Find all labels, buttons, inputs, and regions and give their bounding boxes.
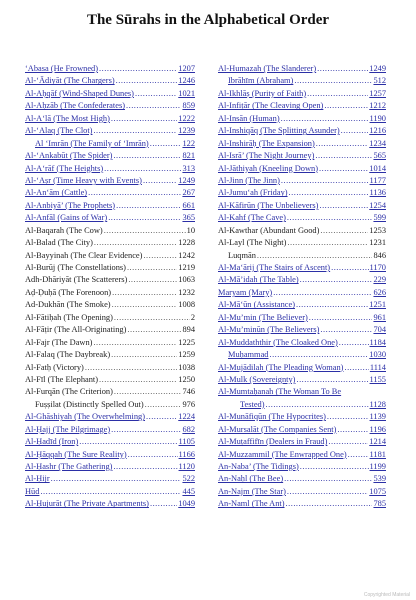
- surah-name: Al-Ghāshiyah (The Overwhelming): [25, 412, 146, 422]
- page-number: 1139: [369, 412, 386, 422]
- page-number: 785: [373, 499, 386, 509]
- surah-name: Al-Jumu‘ah (Friday): [218, 188, 288, 198]
- dot-leader: [108, 212, 181, 224]
- surah-entry[interactable]: [218, 312, 386, 324]
- surah-entry: [25, 374, 195, 386]
- surah-entry[interactable]: [218, 461, 386, 473]
- page-number: 1231: [369, 238, 386, 248]
- dot-leader: [316, 138, 368, 150]
- surah-entry: [25, 299, 195, 311]
- page-number: 704: [373, 325, 386, 335]
- page-number: 1214: [369, 437, 386, 447]
- surah-entry[interactable]: [25, 424, 195, 436]
- surah-name: Al-Ikhlāṣ (Purity of Faith): [218, 88, 307, 98]
- dot-leader: [126, 100, 181, 112]
- page-number: 746: [182, 387, 195, 397]
- dot-leader: [99, 63, 177, 75]
- page-number: 1239: [178, 126, 195, 136]
- surah-name: Al-Muṭaffifīn (Dealers in Fraud): [218, 437, 328, 447]
- surah-entry[interactable]: [218, 63, 386, 75]
- surah-entry[interactable]: [218, 262, 386, 274]
- dot-leader: [85, 362, 177, 374]
- surah-name: Aḍ-Ḍuḥā (The Forenoon): [25, 287, 112, 297]
- dot-leader: [344, 362, 368, 374]
- dot-leader: [319, 200, 368, 212]
- dot-leader: [281, 113, 369, 125]
- dot-leader: [128, 449, 178, 461]
- surah-name: Al-Ḥāqqah (The Sure Reality): [25, 449, 127, 459]
- surah-entry[interactable]: [25, 75, 195, 87]
- surah-entry[interactable]: [218, 212, 386, 224]
- surah-entry[interactable]: [218, 362, 386, 374]
- page-number: 976: [182, 399, 195, 409]
- page-number: 1216: [369, 126, 386, 136]
- surah-entry[interactable]: [218, 498, 386, 510]
- surah-entry: [25, 362, 195, 374]
- surah-entry[interactable]: [25, 138, 195, 150]
- page-number: 821: [182, 151, 195, 161]
- page-number: 894: [182, 325, 195, 335]
- page-number: 682: [182, 424, 195, 434]
- dot-leader: [281, 175, 369, 187]
- dot-leader: [296, 374, 368, 386]
- surah-entry[interactable]: [218, 75, 386, 87]
- page-number: 1128: [369, 399, 386, 409]
- dot-leader: [113, 461, 177, 473]
- surah-name: Al-Ma‘ārij (The Stairs of Ascent): [218, 263, 331, 272]
- page-number: 539: [373, 474, 386, 484]
- surah-name: Al-Ḥajj (The Pilgrimage): [25, 424, 111, 434]
- page-number: 599: [373, 213, 386, 223]
- page-number: 1196: [369, 424, 386, 434]
- dot-leader: [127, 262, 177, 274]
- dot-leader: [266, 399, 369, 411]
- page-number: 1224: [178, 412, 195, 422]
- surah-entry[interactable]: [25, 175, 195, 187]
- dot-leader: [94, 237, 177, 249]
- page-number: 1242: [178, 250, 195, 260]
- surah-entry: [218, 250, 386, 262]
- dot-leader: [294, 75, 372, 87]
- page-number: 1014: [369, 163, 386, 173]
- surah-entry: [25, 262, 195, 274]
- surah-name: Maryam (Mary): [218, 287, 273, 297]
- page-number: 365: [182, 213, 195, 223]
- dot-leader: [150, 138, 182, 150]
- page-number: 445: [182, 486, 195, 496]
- dot-leader: [284, 473, 372, 485]
- dot-leader: [320, 225, 368, 237]
- watermark: Copyrighted Material: [363, 592, 410, 598]
- dot-leader: [112, 287, 177, 299]
- page-number: 1253: [369, 225, 386, 235]
- surah-name: Ibrāhīm (Abraham): [228, 76, 294, 86]
- dot-leader: [286, 498, 373, 510]
- surah-name: Al-Baqarah (The Cow): [25, 225, 103, 235]
- surah-name: Al-Isrā’ (The Night Journey): [218, 151, 315, 161]
- surah-name: An-Najm (The Star): [218, 486, 286, 496]
- surah-name: Al-Muddaththir (The Cloaked One): [218, 337, 338, 347]
- dot-leader: [307, 88, 368, 100]
- dot-leader: [104, 163, 181, 175]
- page-number: 522: [182, 474, 195, 484]
- dot-leader: [40, 486, 181, 498]
- surah-entry: [25, 312, 195, 324]
- page-number: 1212: [369, 101, 386, 111]
- surah-name: Al-Bayyinah (The Clear Evidence): [25, 250, 143, 260]
- dot-leader: [331, 262, 368, 274]
- surah-name: Ad-Dukhān (The Smoke): [25, 300, 111, 310]
- surah-entry[interactable]: [218, 150, 386, 162]
- surah-entry[interactable]: [25, 486, 195, 498]
- surah-entry: [25, 225, 195, 237]
- page-number: 229: [373, 275, 386, 285]
- surah-name: Al-Balad (The City): [25, 238, 93, 248]
- dot-leader: [104, 225, 186, 237]
- dot-leader: [146, 411, 177, 423]
- surah-name: Al-‘Ankabūt (The Spider): [25, 151, 113, 161]
- surah-name: An-Naml (The Ant): [218, 499, 285, 509]
- page-number: 1251: [369, 300, 386, 310]
- surah-name: Al-Fajr (The Dawn): [25, 337, 93, 347]
- dot-leader: [88, 187, 181, 199]
- page-number: 1166: [178, 449, 195, 459]
- page-number: 1228: [178, 238, 195, 248]
- surah-entry[interactable]: [218, 274, 386, 286]
- dot-leader: [257, 250, 373, 262]
- dot-leader: [287, 486, 368, 498]
- surah-entry[interactable]: [218, 411, 386, 423]
- surah-name: Luqmān: [228, 250, 256, 260]
- surah-name: Al-Inshiqāq (The Splitting Asunder): [218, 126, 340, 136]
- page-number: 1249: [178, 175, 195, 185]
- page-number: 1120: [178, 462, 195, 471]
- surah-name: Al-Mulk (Sovereignty): [218, 374, 296, 384]
- surah-entry[interactable]: [25, 436, 195, 448]
- page-number: 565: [373, 151, 386, 161]
- dot-leader: [287, 237, 368, 249]
- dot-leader: [315, 150, 372, 162]
- surah-entry[interactable]: [218, 436, 386, 448]
- page-number: 1257: [369, 88, 386, 98]
- surah-name: Al-‘Aṣr (Time Heavy with Events): [25, 175, 142, 185]
- surah-name: Al-Jinn (The Jinn): [218, 175, 280, 185]
- surah-name: Al-Mā‘ūn (Assistance): [218, 300, 295, 310]
- surah-entry[interactable]: [218, 473, 386, 485]
- surah-entry[interactable]: [218, 486, 386, 498]
- dot-leader: [116, 75, 178, 87]
- dot-leader: [319, 163, 368, 175]
- page-number: 1170: [369, 263, 386, 272]
- dot-leader: [324, 100, 368, 112]
- page-number: 1021: [178, 88, 195, 98]
- page-number: 626: [373, 287, 386, 297]
- surah-name: Al-Mumtaḥanah (The Woman To Be: [218, 387, 342, 397]
- page-number: 1008: [178, 300, 195, 310]
- surah-entry[interactable]: [218, 399, 386, 411]
- dot-leader: [111, 349, 177, 361]
- surah-name: Al-Ḥijr: [25, 474, 50, 484]
- surah-name: Fuṣṣilat (Distinctly Spelled Out): [35, 399, 144, 409]
- surah-name: Al-A‘rāf (The Heights): [25, 163, 104, 173]
- surah-entry[interactable]: [25, 187, 195, 199]
- dot-leader: [150, 498, 177, 510]
- page-number: 1222: [178, 113, 195, 123]
- dot-leader: [111, 424, 181, 436]
- dot-leader: [135, 88, 177, 100]
- surah-name: Al-Ḥadīd (Iron): [25, 437, 79, 447]
- page-number: 1063: [178, 275, 195, 285]
- surah-entry[interactable]: [25, 163, 195, 175]
- dot-leader: [328, 436, 368, 448]
- surah-entry: [25, 349, 195, 361]
- dot-leader: [348, 449, 369, 461]
- dot-leader: [300, 461, 369, 473]
- page-number: 1190: [369, 113, 386, 123]
- page-number: 661: [182, 200, 195, 210]
- surah-name: Al-Fatḥ (Victory): [25, 362, 84, 372]
- surah-entry[interactable]: [218, 449, 386, 461]
- surah-name: An-Naḥl (The Bee): [218, 474, 284, 484]
- surah-name: Al-Jāthiyah (Kneeling Down): [218, 163, 319, 173]
- surah-name: Al-Layl (The Night): [218, 238, 287, 248]
- surah-entry: [25, 274, 195, 286]
- surah-name: Hūd: [25, 486, 40, 496]
- surah-name: Al-Humazah (The Slanderer): [218, 64, 317, 73]
- surah-name: Al-Inshirāḥ (The Expansion): [218, 138, 315, 148]
- page-number: 1049: [178, 499, 195, 509]
- surah-entry[interactable]: [218, 138, 386, 150]
- surah-entry[interactable]: [25, 88, 195, 100]
- page-number: 1105: [178, 437, 195, 447]
- page-number: 1038: [178, 362, 195, 372]
- surah-entry[interactable]: [25, 200, 195, 212]
- surah-name: Al-Mu’minūn (The Believers): [218, 325, 320, 335]
- page-number: 846: [373, 250, 386, 260]
- page-number: 1207: [178, 64, 195, 73]
- page-number: 313: [182, 163, 195, 173]
- surah-entry[interactable]: [218, 287, 386, 299]
- dot-leader: [337, 424, 368, 436]
- page-number: 1114: [369, 362, 386, 372]
- dot-leader: [116, 200, 181, 212]
- left-column: [25, 63, 195, 511]
- page-number: 1075: [369, 486, 386, 496]
- surah-name: Al-Aḥzāb (The Confederates): [25, 101, 125, 111]
- dot-leader: [269, 349, 368, 361]
- page-number: 1246: [178, 76, 195, 86]
- surah-name: Al-Fāṭir (The All-Originating): [25, 325, 127, 335]
- dot-leader: [143, 175, 177, 187]
- surah-entry: [25, 250, 195, 262]
- surah-entry: [25, 237, 195, 249]
- surah-entry[interactable]: [25, 150, 195, 162]
- page-title: The Sūrahs in the Alphabetical Order: [86, 12, 330, 28]
- dot-leader: [327, 411, 369, 423]
- surah-entry[interactable]: [218, 100, 386, 112]
- surah-entry[interactable]: [25, 113, 195, 125]
- surah-name: Al-Fātiḥah (The Opening): [25, 312, 113, 322]
- page-number: 1030: [369, 350, 386, 360]
- page-number: 859: [182, 101, 195, 111]
- surah-name: Al-Infiṭār (The Cleaving Open): [218, 101, 324, 111]
- dot-leader: [145, 399, 182, 411]
- page-number: 1136: [369, 188, 386, 198]
- dot-leader: [273, 287, 372, 299]
- dot-leader: [99, 374, 177, 386]
- page-number: 1234: [369, 138, 386, 148]
- surah-name: Al-Falaq (The Daybreak): [25, 350, 111, 360]
- surah-name: Al-Anbiyā’ (The Prophets): [25, 200, 116, 210]
- surah-name: Al-Ḥujurāt (The Private Apartments): [25, 499, 149, 509]
- surah-name: Al-Mā’idah (The Table): [218, 275, 299, 285]
- surah-entry: [218, 225, 386, 237]
- surah-name: Al-Furqān (The Criterion): [25, 387, 113, 397]
- dot-leader: [143, 250, 177, 262]
- dot-leader: [309, 312, 373, 324]
- dot-leader: [79, 436, 177, 448]
- surah-name: Al-Burūj (The Constellations): [25, 263, 126, 272]
- page-number: 1177: [369, 175, 386, 185]
- surah-name: Al-Kāfirūn (The Unbelievers): [218, 200, 319, 210]
- surah-name: Al ‘Imrān (The Family of ‘Imrān): [35, 138, 149, 148]
- surah-entry[interactable]: [218, 386, 386, 398]
- dot-leader: [112, 299, 178, 311]
- dot-leader: [341, 125, 369, 137]
- right-column: [218, 63, 386, 511]
- surah-name: Al-An‘ām (Cattle): [25, 188, 88, 198]
- page-number: 1232: [178, 287, 195, 297]
- surah-name: Al-Mujādilah (The Pleading Woman): [218, 362, 344, 372]
- dot-leader: [93, 125, 177, 137]
- surah-name: Al-Anfāl (Gains of War): [25, 213, 108, 223]
- surah-entry[interactable]: [218, 125, 386, 137]
- page-number: 122: [182, 138, 195, 148]
- page-number: 1181: [369, 449, 386, 459]
- surah-entry[interactable]: [25, 212, 195, 224]
- surah-name: Al-‘Alaq (The Clot): [25, 126, 93, 136]
- surah-name: Al-Insān (Human): [218, 113, 280, 123]
- surah-name: Tested): [240, 399, 265, 409]
- page-number: 10: [186, 225, 195, 235]
- dot-leader: [114, 312, 190, 324]
- surah-entry[interactable]: [25, 125, 195, 137]
- dot-leader: [113, 150, 181, 162]
- page-number: 1219: [178, 263, 195, 272]
- surah-entry[interactable]: [218, 324, 386, 336]
- surah-entry[interactable]: [218, 349, 386, 361]
- surah-entry[interactable]: [218, 374, 386, 386]
- page-number: 1199: [369, 462, 386, 471]
- surah-entry: [25, 324, 195, 336]
- dot-leader: [93, 337, 177, 349]
- surah-entry[interactable]: [218, 175, 386, 187]
- dot-leader: [289, 187, 369, 199]
- surah-name: Al-Munāfiqūn (The Hypocrites): [218, 412, 326, 422]
- surah-entry[interactable]: [25, 498, 195, 510]
- dot-leader: [127, 324, 181, 336]
- surah-name: Al-Mursalāt (The Companies Sent): [218, 424, 337, 434]
- surah-entry[interactable]: [25, 473, 195, 485]
- dot-leader: [114, 386, 182, 398]
- surah-entry[interactable]: [218, 88, 386, 100]
- surah-entry[interactable]: [25, 100, 195, 112]
- page-number: 961: [373, 312, 386, 322]
- dot-leader: [111, 113, 177, 125]
- surah-name: Al-Aḥqāf (Wind-Shaped Dunes): [25, 88, 134, 98]
- surah-name: Muḥammad: [228, 350, 269, 360]
- surah-entry[interactable]: [218, 113, 386, 125]
- surah-name: Al-Kahf (The Cave): [218, 213, 286, 223]
- surah-entry[interactable]: [25, 63, 195, 75]
- page-number: 1249: [369, 64, 386, 73]
- page-number: 2: [190, 312, 195, 322]
- dot-leader: [296, 299, 368, 311]
- dot-leader: [317, 63, 368, 75]
- surah-name: Al-Ḥashr (The Gathering): [25, 462, 113, 471]
- surah-entry: [25, 399, 195, 411]
- surah-name: Al-Fīl (The Elephant): [25, 374, 99, 384]
- surah-entry: [25, 287, 195, 299]
- page-number: 1250: [178, 374, 195, 384]
- surah-entry[interactable]: [25, 411, 195, 423]
- surah-entry: [25, 337, 195, 349]
- dot-leader: [287, 212, 373, 224]
- page-number: 1155: [369, 374, 386, 384]
- page-number: 1259: [178, 350, 195, 360]
- surah-name: Al-Mu’min (The Believer): [218, 312, 308, 322]
- dot-leader: [320, 324, 372, 336]
- dot-leader: [339, 337, 369, 349]
- surah-entry[interactable]: [218, 163, 386, 175]
- page-number: 1184: [369, 337, 386, 347]
- surah-name: An-Naba’ (The Tidings): [218, 462, 299, 471]
- surah-entry: [218, 237, 386, 249]
- surah-entry[interactable]: [218, 299, 386, 311]
- surah-name: Al-Kawthar (Abundant Good): [218, 225, 320, 235]
- surah-name: Al-‘Ādiyāt (The Chargers): [25, 76, 115, 86]
- surah-name: Al-A‘lā (The Most High): [25, 113, 110, 123]
- page-number: 512: [373, 76, 386, 86]
- surah-entry: [25, 386, 195, 398]
- surah-entry[interactable]: [218, 337, 386, 349]
- page-number: 1254: [369, 200, 386, 210]
- surah-entry[interactable]: [218, 200, 386, 212]
- page-number: 267: [182, 188, 195, 198]
- page-number: 1225: [178, 337, 195, 347]
- dot-leader: [300, 274, 373, 286]
- surah-entry[interactable]: [25, 449, 195, 461]
- surah-name: Al-Muzzammil (The Enwrapped One): [218, 449, 347, 459]
- surah-entry[interactable]: [25, 461, 195, 473]
- surah-entry[interactable]: [218, 424, 386, 436]
- surah-entry[interactable]: [218, 187, 386, 199]
- surah-name: ‘Abasa (He Frowned): [25, 64, 99, 73]
- dot-leader: [128, 274, 177, 286]
- surah-name: Adh-Dhāriyāt (The Scatterers): [25, 275, 128, 285]
- dot-leader: [51, 473, 182, 485]
